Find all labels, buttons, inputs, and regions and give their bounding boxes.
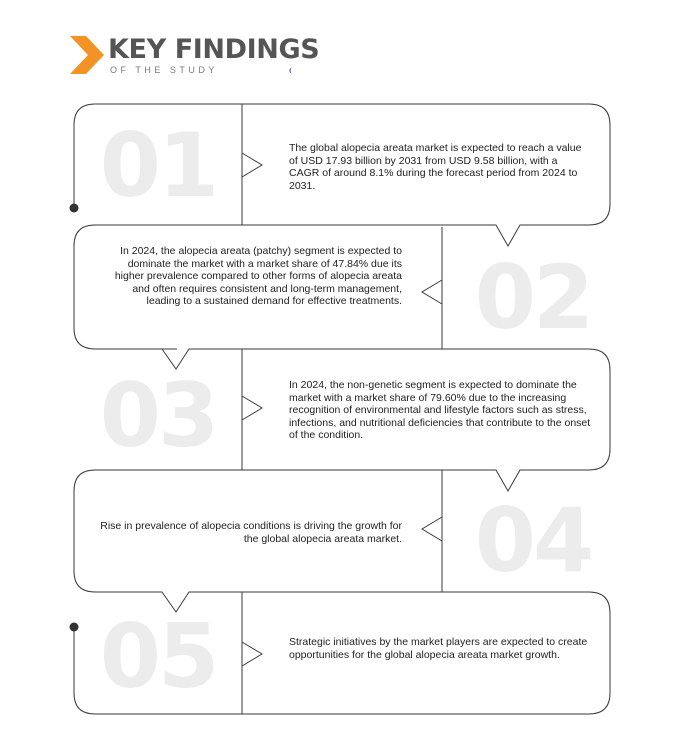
finding-number: 01 xyxy=(99,114,217,217)
divider-5 xyxy=(242,592,262,714)
page-title: KEY FINDINGS xyxy=(108,34,320,65)
finding-number: 03 xyxy=(99,364,217,467)
divider-3 xyxy=(242,349,262,470)
finding-text: Rise in prevalence of alopecia conditions is driving the growth for the global alopecia areata market. xyxy=(100,520,402,545)
finding-number: 04 xyxy=(474,489,592,592)
finding-text: The global alopecia areata market is expected to reach a value of USD 17.93 billion by 2031 from USD 9.58 billion, with a CAGR of around 8.1% during the forecast period from 2024 to 2031. xyxy=(289,142,582,192)
finding-text: In 2024, the non-genetic segment is expected to dominate the market with a market share of 79.60% due to the increasing recognition of environmental and lifestyle factors such as stress, infections, and nutritional deficiencies that contribute to the onset of the condition. xyxy=(289,379,591,442)
finding-number: 02 xyxy=(474,246,592,349)
end-dot xyxy=(70,623,79,632)
finding-number: 05 xyxy=(99,605,217,708)
page-subtitle: OF THE STUDY xyxy=(110,65,218,75)
finding-text: Strategic initiatives by the market players are expected to create opportunities for the global alopecia areata market growth. xyxy=(289,636,588,661)
finding-text: In 2024, the alopecia areata (patchy) segment is expected to dominate the market with a market share of 47.84% due its higher prevalence compared to other forms of alopecia areata and often requires consistent and long-term management, leading to a sustained demand for effective treatments. xyxy=(114,245,402,308)
divider-4 xyxy=(422,470,442,592)
finding-2-outline xyxy=(422,227,442,349)
divider-1-arrow xyxy=(242,153,262,177)
start-dot xyxy=(70,204,79,213)
